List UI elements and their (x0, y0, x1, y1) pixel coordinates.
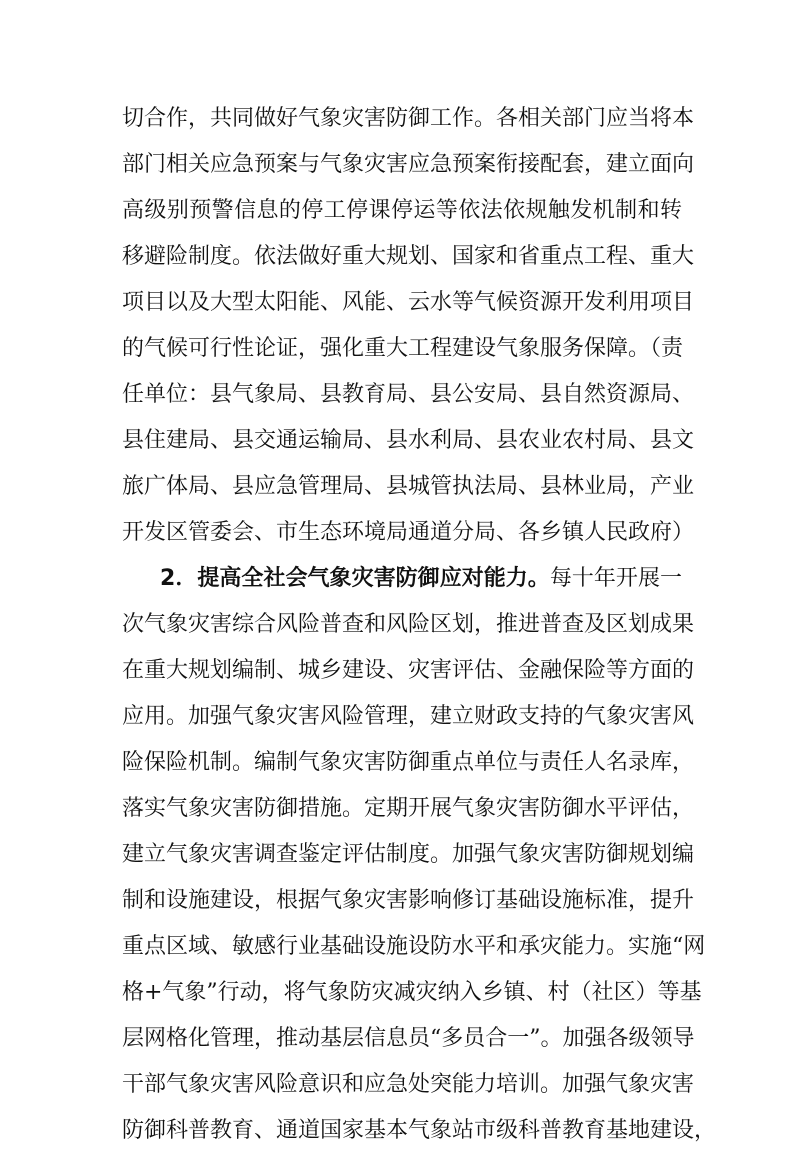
paragraph-line: 在重大规划编制、城乡建设、灾害评估、金融保险等方面的 (122, 658, 695, 683)
paragraph-line: 高级别预警信息的停工停课停运等依法依规触发机制和转 (122, 198, 682, 223)
paragraph-line: 干部气象灾害风险意识和应急处突能力培训。加强气象灾害 (122, 1072, 695, 1097)
paragraph-line: 开发区管委会、市生态环境局通道分局、各乡镇人民政府） (122, 520, 695, 545)
paragraph-line: 任单位：县气象局、县教育局、县公安局、县自然资源局、 (122, 382, 695, 407)
paragraph-line: 应用。加强气象灾害风险管理，建立财政支持的气象灾害风 (122, 704, 695, 729)
paragraph-line: 移避险制度。依法做好重大规划、国家和省重点工程、重大 (122, 244, 695, 269)
paragraph-line: 县住建局、县交通运输局、县水利局、县农业农村局、县文 (122, 428, 695, 453)
paragraph-line: 部门相关应急预案与气象灾害应急预案衔接配套，建立面向 (122, 152, 695, 177)
paragraph-line: 的气候可行性论证，强化重大工程建设气象服务保障。（责 (122, 336, 684, 361)
paragraph-line: 旅广体局、县应急管理局、县城管执法局、县林业局，产业 (122, 474, 695, 499)
paragraph-line: 层网格化管理，推动基层信息员“多员合一”。加强各级领导 (122, 1026, 695, 1051)
paragraph-line: 险保险机制。编制气象灾害防御重点单位与责任人名录库， (122, 750, 695, 775)
paragraph-line: 项目以及大型太阳能、风能、云水等气候资源开发利用项目 (122, 290, 695, 315)
paragraph-line: 落实气象灾害防御措施。定期开展气象灾害防御水平评估， (122, 796, 695, 821)
paragraph-line: 格+气象”行动，将气象防灾减灾纳入乡镇、村（社区）等基 (122, 980, 702, 1005)
paragraph-line: 建立气象灾害调查鉴定评估制度。加强气象灾害防御规划编 (122, 842, 695, 867)
paragraph-line: 防御科普教育、通道国家基本气象站市级科普教育基地建设， (122, 1118, 717, 1143)
paragraph-line: 次气象灾害综合风险普查和风险区划，推进普查及区划成果 (122, 612, 695, 637)
paragraph-line: 制和设施建设，根据气象灾害影响修订基础设施标准，提升 (122, 888, 695, 913)
paragraph-line: 切合作，共同做好气象灾害防御工作。各相关部门应当将本 (122, 106, 695, 131)
section-heading-rest: 每十年开展一 (549, 566, 682, 591)
section-heading: 2．提高全社会气象灾害防御应对能力。 (160, 566, 550, 591)
section-heading-line (160, 557, 682, 601)
paragraph-line: 重点区域、敏感行业基础设施设防水平和承灾能力。实施“网 (122, 934, 706, 959)
